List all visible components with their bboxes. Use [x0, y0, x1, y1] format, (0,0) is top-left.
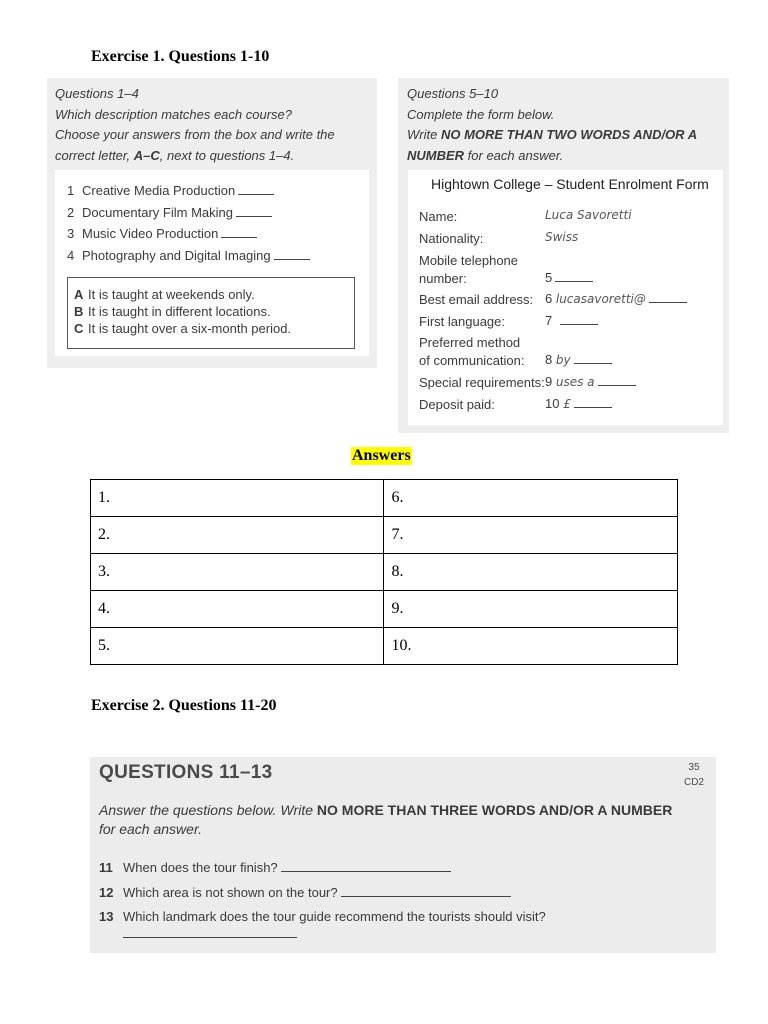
form-value: Swiss: [545, 230, 579, 244]
answer-blank: [236, 206, 272, 217]
audio-track-label: 35 CD2: [683, 762, 704, 788]
questions-5-10-instructions: [407, 84, 697, 166]
answer-cell[interactable]: 5.: [91, 628, 384, 665]
instruction-line: Questions 1–4: [55, 86, 139, 101]
instruction-line: Complete the form below.: [407, 106, 555, 122]
table-row: [91, 554, 678, 591]
form-value: 10 £: [545, 396, 612, 411]
answer-blank: [341, 886, 511, 897]
question-item: 12 Which area is not shown on the tour?: [99, 885, 511, 900]
answer-cell[interactable]: 2.: [91, 517, 384, 554]
table-row: [91, 591, 678, 628]
course-list-card: [55, 170, 369, 356]
answer-blank: [574, 353, 612, 364]
answer-blank: [574, 397, 612, 408]
instruction-line: Choose your answers from the box and write the: [55, 127, 335, 142]
answer-cell[interactable]: 6.: [384, 480, 678, 517]
instruction-line: Questions 5–10: [407, 86, 499, 101]
answer-blank: [221, 227, 257, 238]
exercise-2-heading: Exercise 2. Questions 11-20: [91, 697, 277, 714]
answer-blank: [649, 292, 687, 303]
form-label: Deposit paid:: [419, 397, 495, 412]
answer-blank: [598, 375, 636, 386]
answer-blank: [238, 184, 274, 195]
answer-cell[interactable]: 9.: [384, 591, 678, 628]
questions-11-13-instructions: Answer the questions below. Write NO MORE THAN THREE WORDS AND/OR A NUMBER for each answer.: [99, 802, 673, 837]
questions-11-13-panel: [90, 757, 716, 953]
form-value: 6 lucasavoretti@: [545, 291, 687, 306]
questions-5-10-panel: [398, 78, 729, 433]
answer-cell[interactable]: 7.: [384, 517, 678, 554]
answer-cell[interactable]: 10.: [384, 628, 678, 665]
form-label: Mobile telephone number:: [419, 253, 519, 286]
form-label: Preferred method of communication:: [419, 335, 525, 368]
answer-blank: [560, 314, 598, 325]
table-row: [91, 480, 678, 517]
question-item: 11 When does the tour finish?: [99, 860, 451, 875]
form-value: 8 by: [545, 352, 612, 367]
answer-blank: [274, 249, 310, 260]
question-item: 13 Which landmark does the tour guide recommend the tourists should visit?: [99, 909, 546, 924]
form-label: First language:: [419, 314, 505, 329]
answer-cell[interactable]: 4.: [91, 591, 384, 628]
table-row: [91, 517, 678, 554]
option-item: B It is taught in different locations.: [74, 304, 271, 319]
questions-1-4-panel: [47, 78, 377, 368]
answer-cell[interactable]: 3.: [91, 554, 384, 591]
form-value: 7: [545, 313, 598, 328]
answer-cell[interactable]: 8.: [384, 554, 678, 591]
form-label: Nationality:: [419, 231, 484, 246]
answer-cell[interactable]: 1.: [91, 480, 384, 517]
answer-blank: [123, 927, 297, 938]
questions-1-4-instructions: [55, 84, 335, 166]
instruction-line: NUMBER for each answer.: [407, 147, 564, 163]
form-label: Special requirements:: [419, 375, 545, 390]
option-item: A It is taught at weekends only.: [74, 287, 255, 302]
answers-label: Answers: [352, 447, 411, 464]
questions-title: QUESTIONS 11–13: [99, 762, 273, 783]
answer-blank: [555, 271, 593, 282]
course-item: 3 Music Video Production: [67, 226, 257, 241]
answers-table: [90, 479, 678, 665]
form-value: 5: [545, 270, 593, 285]
instruction-line: Write NO MORE THAN TWO WORDS AND/OR A: [407, 127, 698, 142]
enrolment-form-card: [408, 170, 723, 425]
course-item: 1 Creative Media Production: [67, 183, 274, 198]
table-row: [91, 628, 678, 665]
form-title: Hightown College – Student Enrolment Form: [431, 176, 709, 192]
option-item: C It is taught over a six-month period.: [74, 321, 292, 336]
form-label: Name:: [419, 209, 458, 224]
form-value: 9 uses a: [545, 374, 636, 389]
instruction-line: Which description matches each course?: [55, 106, 293, 122]
course-item: 4 Photography and Digital Imaging: [67, 248, 310, 263]
form-label: Best email address:: [419, 292, 534, 307]
course-item: 2 Documentary Film Making: [67, 205, 272, 220]
form-value: Luca Savoretti: [545, 208, 632, 222]
instruction-line: correct letter, A–C, next to questions 1–4.: [55, 147, 295, 163]
exercise-1-heading: Exercise 1. Questions 1-10: [91, 48, 270, 65]
answer-blank: [281, 861, 451, 872]
options-box: [67, 277, 355, 349]
